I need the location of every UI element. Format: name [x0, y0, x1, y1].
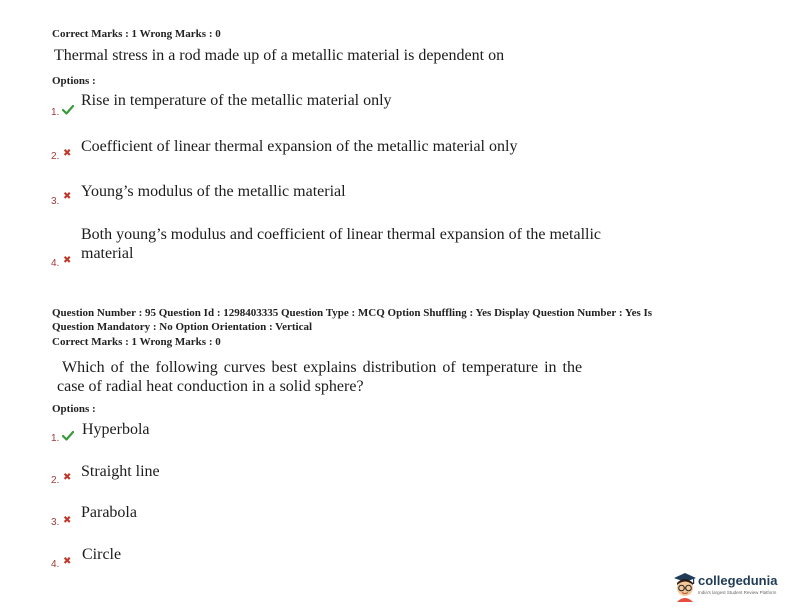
q2-option-1-number: 1.	[51, 433, 60, 444]
cross-icon: ✖	[63, 556, 72, 567]
q2-info-line1: Question Number : 95 Question Id : 1298403335 Question Type : MCQ Option Shuffling : Yes Display Question Number : Yes Is	[52, 307, 653, 319]
q1-option-4-number: 4.	[51, 258, 60, 269]
cross-icon: ✖	[63, 148, 72, 159]
q2-option-2-text: Straight line	[81, 463, 160, 480]
cross-icon: ✖	[63, 191, 72, 202]
q1-option-1-text: Rise in temperature of the metallic material only	[81, 92, 392, 109]
logo-name: collegedunia	[698, 573, 778, 588]
q2-options-label: Options :	[52, 403, 96, 415]
q2-option-1-text: Hyperbola	[82, 421, 150, 438]
q1-option-3-text: Young’s modulus of the metallic material	[81, 183, 346, 200]
q1-option-4-text-line1: Both young’s modulus and coefficient of linear thermal expansion of the metallic	[81, 226, 602, 243]
cross-icon: ✖	[63, 515, 72, 526]
collegedunia-logo	[672, 568, 790, 604]
q2-option-3-text: Parabola	[81, 504, 137, 521]
logo-tagline: India's largest Student Review Platform	[698, 590, 777, 595]
q2-option-2-number: 2.	[51, 475, 60, 486]
mascot-icon	[672, 570, 698, 602]
q1-question-text: Thermal stress in a rod made up of a metallic material is dependent on	[54, 47, 505, 64]
q2-question-line2: case of radial heat conduction in a solid sphere?	[57, 378, 364, 395]
q1-option-2-text: Coefficient of linear thermal expansion of the metallic material only	[81, 138, 518, 155]
check-icon	[62, 431, 74, 441]
q1-options-label: Options :	[52, 75, 96, 87]
q1-option-1-number: 1.	[51, 107, 60, 118]
q2-marks: Correct Marks : 1 Wrong Marks : 0	[52, 336, 221, 348]
q2-question-line1: Which of the following curves best explains distribution of temperature in the	[62, 359, 583, 376]
q1-option-3-number: 3.	[51, 196, 60, 207]
cross-icon: ✖	[63, 472, 72, 483]
q1-option-2-number: 2.	[51, 151, 60, 162]
q2-option-4-text: Circle	[82, 546, 122, 563]
q1-option-4-text-line2: material	[81, 245, 134, 262]
q1-marks: Correct Marks : 1 Wrong Marks : 0	[52, 28, 221, 40]
q2-option-3-number: 3.	[51, 517, 60, 528]
cross-icon: ✖	[63, 255, 72, 266]
q2-info-line2: Question Mandatory : No Option Orientation : Vertical	[52, 321, 313, 333]
q2-option-4-number: 4.	[51, 559, 60, 570]
check-icon	[62, 105, 74, 115]
